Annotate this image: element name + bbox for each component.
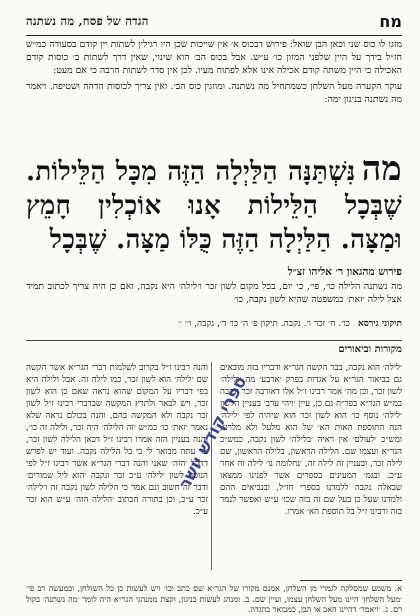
sources-column-left: והנה רבינו ז״ל בקרוב לשלמות דברי הגר״א אשר הקשה שם ׳לילה׳ הוא לשון זכר, כמו לילה זה. אבל ולילה היא בפי דבריו על המקום שהוא נראה שאם כן הוא לשון זכר, ויש לבאר ולתרץ המקשה שבדברי רבינו ז״ל לשון זכר נקבה ולא המקשה בהם, והנה בכולם נראה שלא נאמר ׳זאת׳ כו׳ כמ״ש ׳זה הלילה׳ היה זכר, ולילה זה כו׳, והנה בעניין הזה אמרו רבינו ז״ל דכאן הלילה לשון זכר, עד עתה מבואר לי כי כל הלילה נקבה. ועוד יש לפרש דהכל ׳הזה׳ שאני והנה דברי הגר״א אשר רבינו ז״ל לפי הנוסח לשון ׳לילה׳ ע״כ זכר ונקבה ׳הוא ליל שמורים׳ ודבר זה חשוב וגם אמר כי הלילה לשון נקבה זה ו׳לילה׳ זכר ע״כ, וכן בתורה הכתוב ׳הלילה הזה׳ ע״ש הוא זכר ע״כ.: [26, 363, 208, 517]
footnotes: א. משמע שמסלקה לגמרי מן השלחן, אמנם מקורו של הגר״א שם כתב וכו׳ ויש לעשות כן כל השולחן, ובמעשה רב פי׳ ׳מעל השלחן׳ היינו מעל השלחן עצמו, ועיין שם. ב. ומנהג לעשות בניגון, וקצת ממנהגי הגר״א היה לומר ׳מה נשתנה׳ בקול רם. ג. ׳ויאמר׳ דהיינו האב או הבן, כמבואר בהגדה.: [26, 584, 402, 614]
intro-section: [26, 38, 402, 109]
intro-paragraph-2: עוקר הקערה מעל השלחן כשמתחיל מה נשתנה. ומוזגין כוס הב׳. ואין צריך לכוסות הדהה ושטיפה. ויאמר מה נשתנה בניגון ימה:: [26, 81, 402, 105]
page-header: [26, 10, 402, 36]
library-stamp: ספרי קודש יושר: [174, 373, 252, 493]
running-title: הגדה של פסח, מה נשתנה: [26, 14, 149, 28]
version-corrections-label: תיקוני גירסא: [357, 319, 402, 329]
version-corrections: [26, 318, 402, 330]
main-text-body: נִּשְׁתַּנָּה הַלַּיְלָה הַזֶּה מִכָּל הַלֵּילוֹת. שֶׁבְּכָל הַלֵּילוֹת אָנוּ אוֹכְלִין חָמֵץ וּמַצָּה. הַלַּיְלָה הַזֶּה כֻּלּוֹ מַצָּה. שֶׁבְּכָל: [26, 157, 402, 255]
section-divider: [26, 340, 402, 341]
intro-paragraph-1: מזגו לו כוס שני וכאן הבן שואל: פירוש דבכוס א׳ אין שייכות שכן היו רגילין לשתות יין קודם בסעודה כמ״ש חז״ל בידך על היין שלפני המזון כו׳ ע״ש. אבל בכוס הב׳ הוא שינוי, שאין דרך לשתות ב׳ כוסות קודם האכילה כי היין משתה קודם אכילה אינו אלא לפתוח מעיו. לכן אין סדר לשתות הרבה כי אם מעט:: [26, 39, 402, 76]
commentary-header: [26, 265, 402, 279]
commentary-body: מה נשתנה הלילה כו׳, פי׳, כי יום, בכל מקום לשון זכר ו׳לילה׳ היא נקבה, ואם כן היה צריך לכתוב תמיד אצל לילה ׳זאת׳ כמשפטה שהיא לשון נקבה, כו׳: [26, 281, 402, 305]
sources-heading: מקורות וביאורים: [338, 344, 402, 355]
sources-column-right: ׳לילה׳ הוא נקבה, בבר הקשה הגר״א ודבריו בזה מובאים גם בביאור הגר״א על אגדות בפרק ׳ארבע׳ מה ׳ולילה׳ לשון זכר, וכן מה׳ אמר רבינו ז״ל אלו דאורבה זכר ונקבה במ״ש הגר״א בפר״ח גם כן, עיין ׳ויהי ערב׳ בעניין הלשון ׳לילה׳ נוסף כו׳ הוא לשון זכר הוא שיהיה לפי ׳לילה׳ הנה התוספת האות הא׳ של הוא מלעל ולא מלרע, ומש״כ ׳לעולם׳ אין ראיה ׳בלילה׳ לשון נקבה, כמש״כ הגר״א ועצמו שם. הלילה הראשון, בלילה הראשון, שם לילה זכר, ובעניין זה לילה זה, ׳נחלומה נו׳ לילה זה אחר ע״כ. ובגמ׳ המעינים בספרים אשר לפנינו ממצאו שבאלה נקבה ללמדנו בספרי חז״ל, ובנביאים ההם ולמדנו שעל כן בעל שם זה בזה שכו׳ ע״ש ואפשר לנמר בזה ורבינו ז״ל בל תוספת הא׳ אמרו.: [220, 363, 402, 517]
version-corrections-text: כו׳. ח׳ זכר ו׳. נקבה. תיקון פ׳ ה׳ כו׳ ד׳, נקבה, ו׳׳ ׳׳: [177, 319, 350, 329]
footnote-divider: [300, 580, 402, 581]
main-haggadah-text: [26, 149, 402, 257]
commentary-title: פירוש מהגאון ר׳ אליהו זצ״ל: [287, 266, 402, 278]
page-number: מח: [379, 11, 402, 31]
main-text-first-word: מה: [361, 149, 402, 189]
